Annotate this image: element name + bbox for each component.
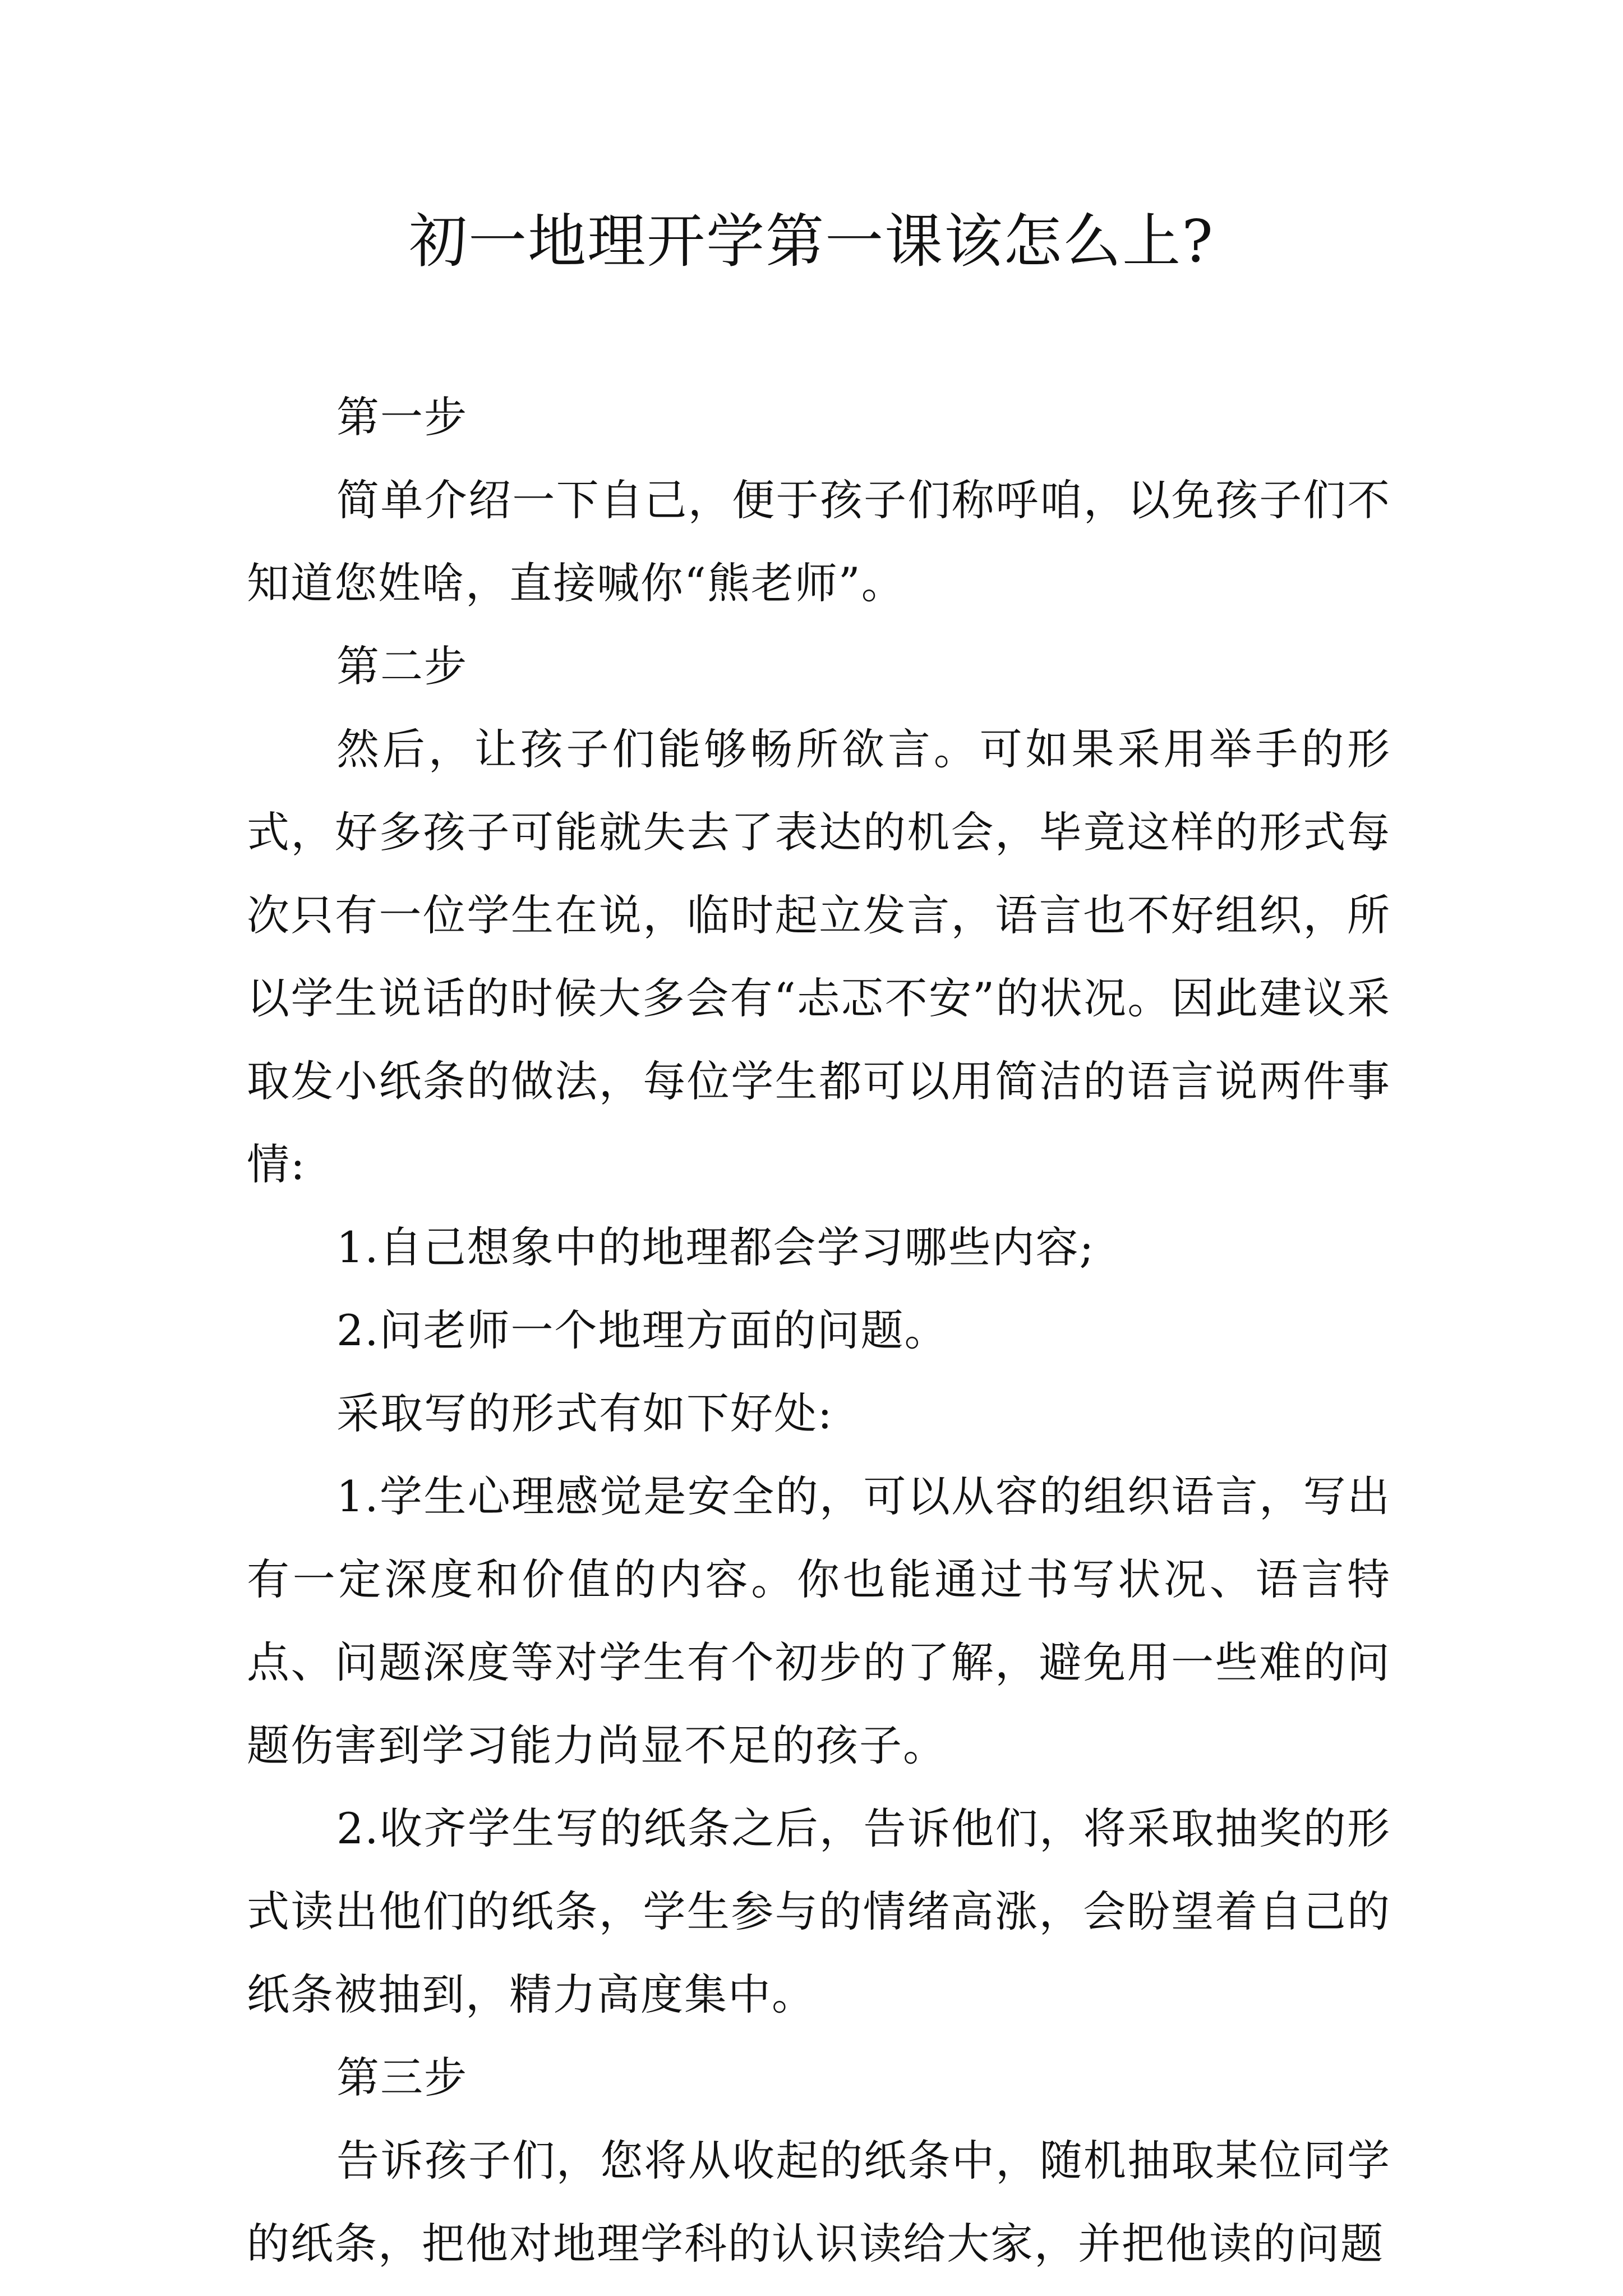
document-body [247,376,1391,2285]
step-heading: 第一步 [336,392,468,442]
step-heading: 第三步 [336,2053,468,2102]
body-paragraph: 告诉孩子们，您将从收起的纸条中，随机抽取某位同学的纸条，把他对地理学科的认识读给大家，并把他读的问题 [247,2136,1391,2269]
page-title: 初一地理开学第一课该怎么上? [409,207,1214,275]
list-item: 1.学生心理感觉是安全的，可以从容的组织语言，写出有一定深度和价值的内容。你也能通过书写状况、语言特点、问题深度等对学生有个初步的了解，避免用一些难的问题伤害到学习能力尚显不足的孩子。 [247,1471,1391,1770]
list-item: 2.问老师一个地理方面的问题。 [336,1305,948,1355]
list-item: 2.收齐学生写的纸条之后，告诉他们，将采取抽奖的形式读出他们的纸条，学生参与的情绪高涨，会盼望着自己的纸条被抽到，精力高度集中。 [247,1803,1391,2019]
step-heading: 第二步 [336,641,468,691]
body-paragraph: 采取写的形式有如下好处: [336,1388,833,1438]
body-paragraph: 然后，让孩子们能够畅所欲言。可如果采用举手的形式，好多孩子可能就失去了表达的机会，毕竟这样的形式每次只有一位学生在说，临时起立发言，语言也不好组织，所以学生说话的时候大多会有“忐忑不安”的状况。因此建议采取发小纸条的做法，每位学生都可以用简洁的语言说两件事情: [247,724,1391,1189]
body-paragraph: 简单介绍一下自己，便于孩子们称呼咱，以免孩子们不知道您姓啥，直接喊你“熊老师”。 [247,475,1391,608]
list-item: 1.自己想象中的地理都会学习哪些内容; [336,1222,1095,1272]
